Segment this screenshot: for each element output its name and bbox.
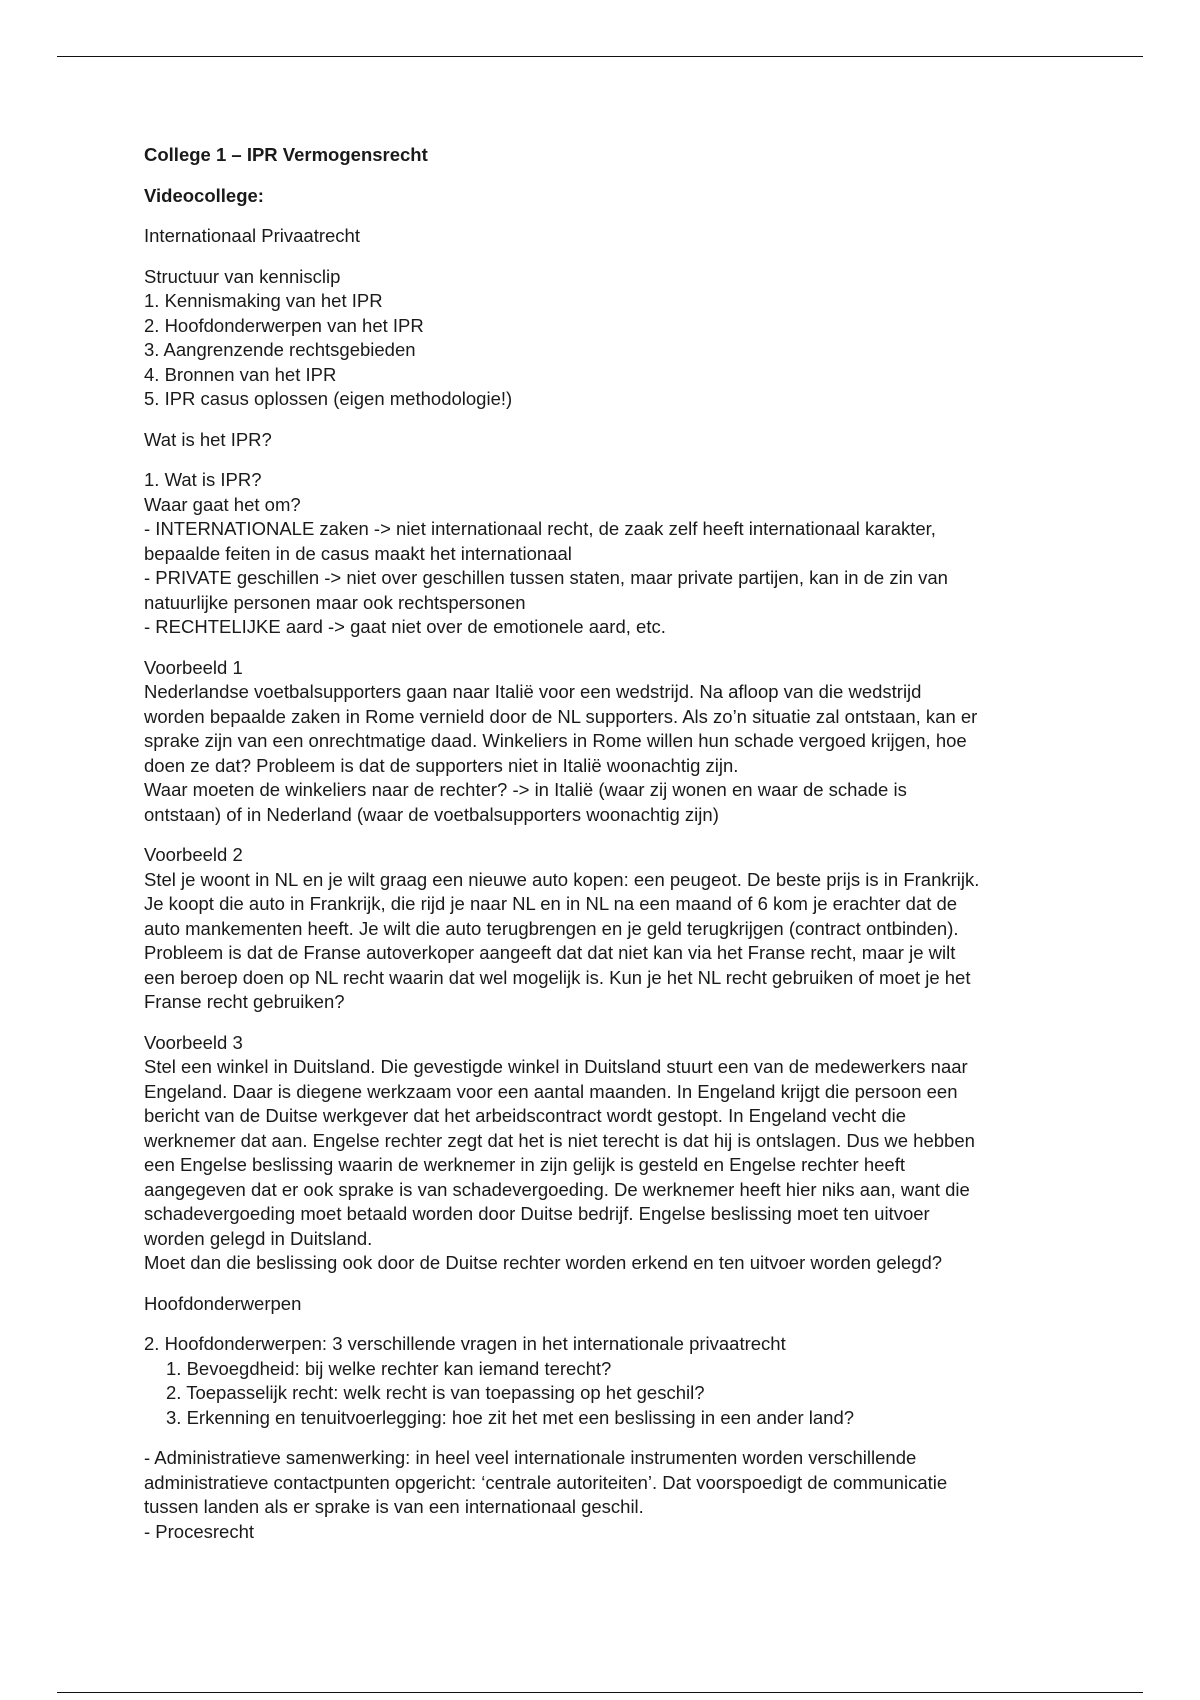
paragraph-line: schadevergoeding moet betaald worden door Duitse bedrijf. Engelse beslissing moet ten uitvoer [144, 1203, 930, 1224]
example-3 [144, 1031, 1064, 1276]
structure-item: 2. Hoofdonderwerpen van het IPR [144, 314, 424, 336]
paragraph-line: Nederlandse voetbalsupporters gaan naar Italië voor een wedstrijd. Na afloop van die wedstrijd [144, 681, 922, 702]
paragraph-line: Franse recht gebruiken? [144, 991, 345, 1012]
structure-item: 3. Aangrenzende rechtsgebieden [144, 339, 416, 360]
example-heading: Voorbeeld 1 [144, 656, 243, 678]
paragraph-line: ontstaan) of in Nederland (waar de voetbalsupporters woonachtig zijn) [144, 803, 719, 825]
paragraph-line: Stel je woont in NL en je wilt graag een nieuwe auto kopen: een peugeot. De beste prijs is in Frankrijk. [144, 868, 980, 890]
paragraph-line: worden gelegd in Duitsland. [144, 1227, 373, 1249]
example-1 [144, 656, 1064, 828]
main-topic-item: 1. Bevoegdheid: bij welke rechter kan iemand terecht? [166, 1357, 612, 1379]
admin-section [144, 1446, 1064, 1544]
paragraph-line: Waar moeten de winkeliers naar de rechter? -> in Italië (waar zij wonen en waar de schade is [144, 779, 907, 800]
header-rule [57, 56, 1143, 57]
example-2 [144, 843, 1064, 1015]
structure-item: 5. IPR casus oplossen (eigen methodologie!) [144, 388, 513, 409]
structure-section [144, 265, 1064, 412]
topic-label: Internationaal Privaatrecht [144, 225, 360, 246]
paragraph-line: worden bepaalde zaken in Rome vernield door de NL supporters. Als zo’n situatie zal ontstaan, kan er [144, 705, 978, 727]
paragraph-line: Je koopt die auto in Frankrijk, die rijd je naar NL en in NL na een maand of 6 kom je erachter dat de [144, 893, 958, 914]
paragraph-line: doen ze dat? Probleem is dat de supporters niet in Italië woonachtig zijn. [144, 754, 739, 776]
paragraph-line: Stel een winkel in Duitsland. Die gevestigde winkel in Duitsland stuurt een van de medewerkers naar [144, 1056, 968, 1077]
paragraph-line: sprake zijn van een onrechtmatige daad. Winkeliers in Rome willen hun schade vergoed krijgen, hoe [144, 730, 967, 751]
paragraph-line: - Administratieve samenwerking: in heel veel internationale instrumenten worden verschillende [144, 1447, 917, 1468]
paragraph-line: Engeland. Daar is diegene werkzaam voor een aantal maanden. In Engeland krijgt die persoon een [144, 1080, 958, 1102]
structure-item: 1. Kennismaking van het IPR [144, 290, 383, 311]
paragraph-line: bepaalde feiten in de casus maakt het internationaal [144, 542, 572, 564]
main-topics-heading: 2. Hoofdonderwerpen: 3 verschillende vragen in het internationale privaatrecht [144, 1333, 786, 1354]
paragraph-line: Moet dan die beslissing ook door de Duitse rechter worden erkend en ten uitvoer worden gelegd? [144, 1252, 943, 1273]
main-topic-item: 2. Toepasselijk recht: welk recht is van toepassing op het geschil? [166, 1382, 705, 1403]
main-topic-item: 3. Erkenning en tenuitvoerlegging: hoe zit het met een beslissing in een ander land? [166, 1406, 855, 1428]
paragraph-line: werknemer dat aan. Engelse rechter zegt dat het is niet terecht is dat hij is ontslagen. Dus we hebben [144, 1129, 975, 1151]
document-subtitle: Videocollege: [144, 184, 264, 206]
paragraph-line: tussen landen als er sprake is van een internationaal geschil. [144, 1496, 644, 1517]
paragraph-line: 1. Wat is IPR? [144, 469, 262, 490]
paragraph-line: een Engelse beslissing waarin de werknemer in zijn gelijk is gesteld en Engelse rechter heeft [144, 1154, 905, 1175]
paragraph-line: een beroep doen op NL recht waarin dat wel mogelijk is. Kun je het NL recht gebruiken of moet je het [144, 966, 971, 988]
paragraph-line: - RECHTELIJKE aard -> gaat niet over de emotionele aard, etc. [144, 616, 666, 637]
paragraph-line: - INTERNATIONALE zaken -> niet internationaal recht, de zaak zelf heeft internationaal karakter, [144, 518, 936, 539]
structure-item: 4. Bronnen van het IPR [144, 363, 337, 385]
paragraph-line: auto mankementen heeft. Je wilt die auto terugbrengen en je geld terugkrijgen (contract ontbinden). [144, 917, 959, 939]
example-heading: Voorbeeld 2 [144, 844, 243, 865]
section-heading-what: Wat is het IPR? [144, 428, 272, 450]
paragraph-line: natuurlijke personen maar ook rechtspersonen [144, 591, 526, 613]
footer-rule [57, 1692, 1143, 1693]
what-is-section [144, 468, 1064, 640]
paragraph-line: Waar gaat het om? [144, 493, 301, 515]
section-heading-main: Hoofdonderwerpen [144, 1292, 302, 1314]
paragraph-line: bericht van de Duitse werkgever dat het arbeidscontract wordt gestopt. In Engeland vecht die [144, 1105, 907, 1126]
paragraph-line: Probleem is dat de Franse autoverkoper aangeeft dat dat niet kan via het Franse recht, maar je wilt [144, 942, 956, 963]
document-body [144, 143, 1064, 1560]
paragraph-line: - Procesrecht [144, 1520, 255, 1542]
document-title: College 1 – IPR Vermogensrecht [144, 144, 428, 165]
paragraph-line: aangegeven dat er ook sprake is van schadevergoeding. De werknemer heeft hier niks aan, want die [144, 1178, 970, 1200]
paragraph-line: administratieve contactpunten opgericht: ‘centrale autoriteiten’. Dat voorspoedigt de communicatie [144, 1471, 948, 1493]
structure-heading: Structuur van kennisclip [144, 265, 341, 287]
example-heading: Voorbeeld 3 [144, 1031, 243, 1053]
main-topics-section [144, 1332, 1064, 1430]
paragraph-line: - PRIVATE geschillen -> niet over geschillen tussen staten, maar private partijen, kan in de zin van [144, 567, 948, 588]
